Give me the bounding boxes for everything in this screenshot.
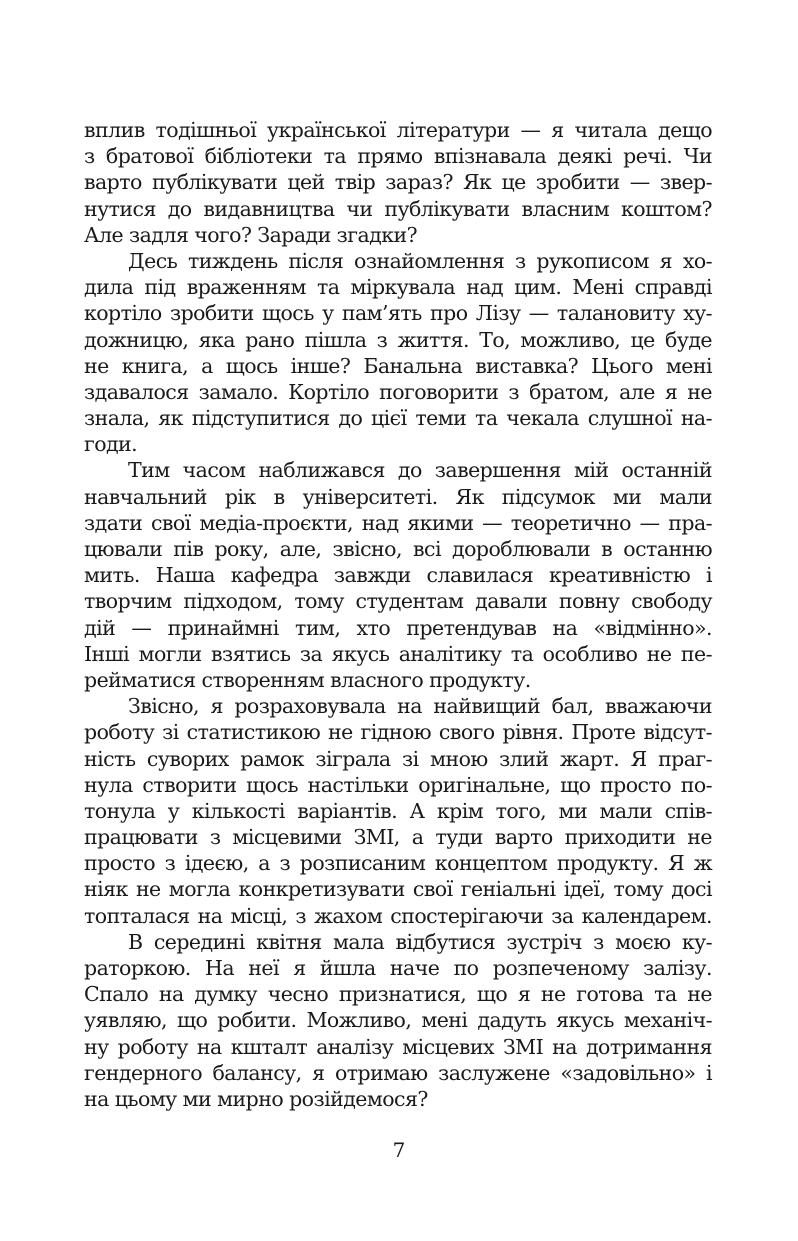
text-line: варто публікувати цей твір зараз? Як це зробити — звер- bbox=[84, 170, 712, 195]
text-line: знала, як підступитися до цієї теми та чекала слушної на- bbox=[84, 406, 712, 431]
text-line: ність суворих рамок зіграла зі мною злий жарт. Я праг- bbox=[84, 746, 712, 771]
paragraph bbox=[84, 117, 712, 248]
text-line: Інші могли взятись за якусь аналітику та особливо не пе- bbox=[84, 641, 712, 666]
text-line: ніяк не могла конкретизувати свої геніальні ідеї, тому досі bbox=[84, 877, 712, 902]
text-line: уявляю, що робити. Можливо, мені дадуть якусь механіч- bbox=[84, 1008, 712, 1033]
text-line: з братової бібліотеки та прямо впізнавала деякі речі. Чи bbox=[84, 144, 712, 169]
paragraph bbox=[84, 693, 712, 929]
text-line: дила під враженням та міркувала над цим. Мені справді bbox=[84, 275, 712, 300]
page-body bbox=[84, 117, 712, 1112]
text-line: Тим часом наближався до завершення мій останній bbox=[128, 458, 712, 483]
text-line: на цьому ми мирно розійдемося? bbox=[84, 1086, 428, 1111]
paragraph bbox=[84, 457, 712, 693]
text-line: Десь тиждень після ознайомлення з рукописом я хо- bbox=[128, 248, 712, 273]
text-line: раторкою. На неї я йшла наче по розпеченому залізу. bbox=[84, 956, 712, 980]
text-line: цювали пів року, але, звісно, всі дороблювали в останню bbox=[84, 537, 712, 561]
text-line: просто з ідеєю, а з розписаним концептом продукту. Я ж bbox=[84, 851, 712, 876]
text-line: дожницю, яка рано пішла з життя. То, можливо, це буде bbox=[84, 327, 712, 352]
text-line: кортіло зробити щось у пам’ять про Лізу — талановиту ху- bbox=[84, 301, 712, 326]
text-line: роботу зі статистикою не гідною свого рівня. Проте відсут- bbox=[84, 720, 712, 745]
text-line: Звісно, я розраховувала на найвищий бал, вважаючи bbox=[128, 694, 712, 719]
text-line: гендерного балансу, я отримаю заслужене «задовільно» і bbox=[84, 1060, 712, 1085]
text-line: не книга, а щось інше? Банальна виставка? Цього мені bbox=[84, 353, 712, 378]
text-line: здавалося замало. Кортіло поговорити з братом, але я не bbox=[84, 379, 712, 404]
text-line: працювати з місцевими ЗМІ, а туди варто приходити не bbox=[84, 825, 712, 850]
text-line: Але задля чого? Заради згадки? bbox=[84, 222, 418, 247]
text-line: творчим підходом, тому студентам давали повну свободу bbox=[84, 589, 712, 614]
paragraph bbox=[84, 248, 712, 458]
text-line: ну роботу на кшталт аналізу місцевих ЗМІ на дотримання bbox=[84, 1034, 712, 1059]
text-line: вплив тодішньої української літератури — я читала дещо bbox=[84, 118, 712, 142]
paragraph bbox=[84, 929, 712, 1112]
text-line: нула створити щось настільки оригінальне, що просто по- bbox=[84, 772, 712, 797]
text-line: здати свої медіа-проєкти, над якими — теоретично — пра- bbox=[84, 510, 712, 535]
text-line: тонула у кількості варіантів. А крім того, ми мали спів- bbox=[84, 798, 712, 823]
text-line: мить. Наша кафедра завжди славилася креативністю і bbox=[84, 563, 712, 588]
text-line: топталася на місці, з жахом спостерігаючи за календарем. bbox=[84, 903, 712, 928]
text-line: навчальний рік в університеті. Як підсумок ми мали bbox=[84, 484, 712, 509]
text-line: нутися до видавництва чи публікувати власним коштом? bbox=[84, 196, 712, 221]
text-line: Спало на думку чесно признатися, що я не готова та не bbox=[84, 982, 712, 1007]
text-line: рейматися створенням власного продукту. bbox=[84, 667, 531, 692]
text-line: В середині квітня мала відбутися зустріч з моєю ку- bbox=[128, 929, 712, 954]
text-line: годи. bbox=[84, 432, 138, 457]
text-line: дій — принаймні тим, хто претендував на «відмінно». bbox=[84, 615, 712, 640]
page-number: 7 bbox=[392, 1138, 406, 1162]
